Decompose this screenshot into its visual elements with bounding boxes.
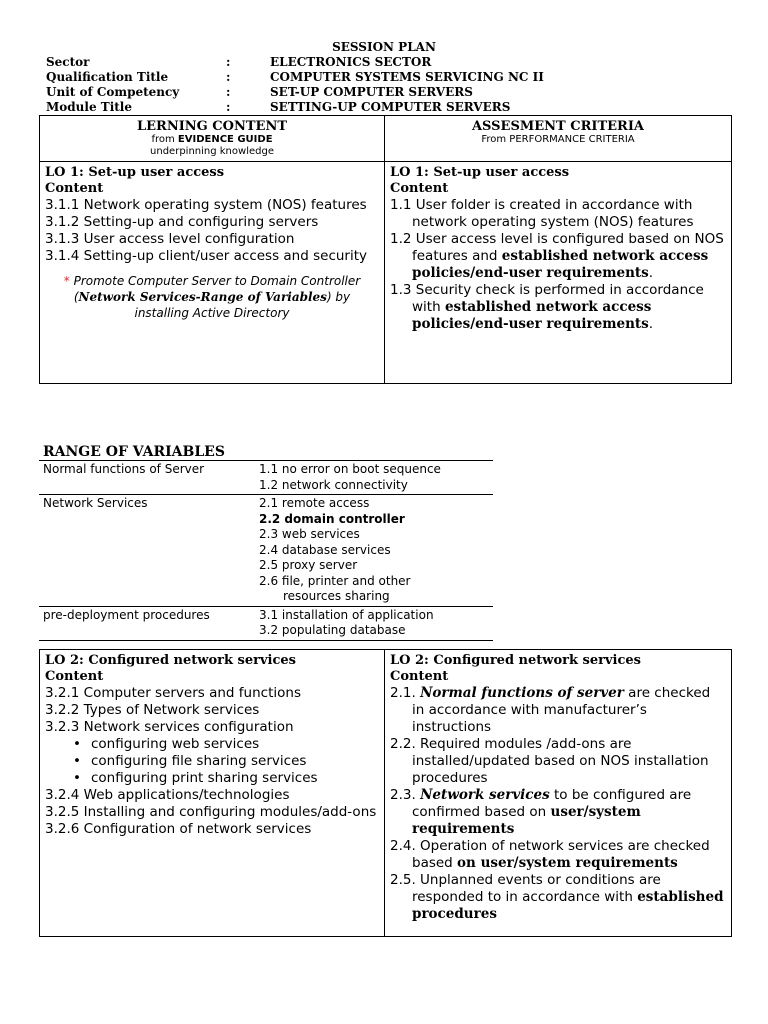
criterion-text: 1.1 User folder is created in accordance with network operating system (NOS) features (390, 197, 694, 230)
range-of-variables-table (39, 460, 493, 641)
list-item: 3.2.4 Web applications/technologies (45, 787, 290, 803)
criterion-text: are checked in accordance with manufacturer’s instructions (412, 685, 711, 735)
content-label: Content (390, 669, 449, 684)
range-item: 2.5 proxy server (259, 558, 358, 572)
bullet-item: • configuring file sharing services (45, 753, 379, 770)
learning-content-sub: underpinning knowledge (150, 146, 274, 157)
range-items (243, 495, 493, 607)
lo1-title: LO 1: Set-up user access (390, 165, 570, 180)
criterion-bold: established procedures (412, 889, 724, 922)
note-bold: Network Services-Range of Variables (78, 290, 327, 304)
learning-content-source (45, 134, 379, 146)
header-label: Qualification Title (46, 70, 169, 84)
learning-content-title: LERNING CONTENT (136, 119, 288, 134)
list-item: 3.1.4 Setting-up client/user access and security (45, 248, 368, 264)
criterion-bold: established network access policies/end-user requirements (412, 248, 709, 281)
criterion-text: 1.2 User access level is configured based on NOS features and (390, 231, 724, 264)
range-item: 1.1 no error on boot sequence (259, 462, 441, 476)
criterion (390, 872, 726, 923)
note-star: * (63, 274, 70, 288)
range-item: 2.3 web services (259, 527, 360, 541)
header-value: SETTING-UP COMPUTER SERVERS (270, 100, 511, 114)
header-colon: : (226, 55, 231, 69)
header-colon: : (226, 100, 231, 114)
criterion-text: to be configured are confirmed based on (412, 787, 692, 820)
page-title: SESSION PLAN (332, 40, 436, 54)
range-item: 1.2 network connectivity (259, 477, 408, 492)
note-text: ) by installing Active Directory (134, 290, 351, 320)
note-text: Promote Computer Server to Domain Controller ( (69, 274, 361, 304)
criterion (390, 736, 726, 787)
header-value: SET-UP COMPUTER SERVERS (270, 85, 473, 99)
range-items (243, 461, 493, 495)
range-item: 2.6 file, printer and other (259, 573, 411, 588)
header-label: Unit of Competency (46, 85, 180, 99)
range-item: 3.1 installation of application (259, 607, 434, 622)
header-label: Module Title (46, 100, 132, 114)
criterion-text: 2.5. Unplanned events or conditions are responded to in accordance with (390, 872, 661, 905)
header-colon: : (226, 85, 231, 99)
list-item: 3.2.2 Types of Network services (45, 702, 260, 718)
criterion-bold: established network access policies/end-user requirements (412, 299, 652, 332)
range-item: 2.2 domain controller (259, 511, 405, 526)
criterion-bold: Normal functions of server (420, 685, 624, 701)
range-items (243, 606, 493, 640)
range-label: Network Services (39, 495, 243, 607)
range-row (39, 495, 493, 607)
list-item: 3.1.2 Setting-up and configuring servers (45, 214, 319, 230)
list-item: 3.2.5 Installing and configuring modules/add-ons (45, 804, 377, 820)
content-label: Content (390, 181, 449, 196)
domain-controller-note (45, 273, 379, 321)
criterion-bold: Network services (420, 787, 550, 803)
range-row (39, 606, 493, 640)
range-item: 3.2 populating database (259, 623, 406, 637)
list-item: 3.2.3 Network services configuration (45, 719, 294, 735)
criterion-text: 2.1. (390, 685, 421, 701)
criterion-text: 2.4. Operation of network services are checked based (390, 838, 710, 871)
criterion-bold: user/system requirements (412, 804, 641, 837)
assessment-criteria-source: From PERFORMANCE CRITERIA (481, 134, 635, 145)
criterion (390, 231, 726, 282)
header-value: ELECTRONICS SECTOR (270, 55, 432, 69)
range-of-variables-title: RANGE OF VARIABLES (43, 444, 225, 460)
range-row (39, 461, 493, 495)
lo2-title: LO 2: Configured network services (390, 653, 641, 668)
list-item: 3.1.1 Network operating system (NOS) features (45, 197, 367, 213)
range-item: 2.4 database services (259, 542, 391, 557)
bullet-item: • configuring web services (45, 736, 379, 753)
range-label: pre-deployment procedures (39, 606, 243, 640)
lo2-title: LO 2: Configured network services (45, 653, 296, 668)
lo1-assessment-criteria (385, 162, 732, 384)
header-label: Sector (46, 55, 90, 69)
list-item: 3.1.3 User access level configuration (45, 231, 295, 247)
assessment-criteria-header (385, 116, 732, 162)
lo1-title: LO 1: Set-up user access (45, 165, 225, 180)
lo1-table (39, 115, 732, 384)
content-label: Content (45, 669, 104, 684)
criterion (390, 787, 726, 838)
list-item: 3.2.1 Computer servers and functions (45, 685, 301, 701)
lo1-learning-content (40, 162, 385, 384)
criterion (390, 197, 726, 231)
criterion-text: 2.3. (390, 787, 421, 803)
learning-content-header (40, 116, 385, 162)
list-item: 3.2.6 Configuration of network services (45, 821, 312, 837)
criterion-text: 1.3 Security check is performed in accordance with (390, 282, 704, 315)
criterion (390, 838, 726, 872)
lo2-assessment-criteria (385, 650, 732, 937)
bullet-item: • configuring print sharing services (45, 770, 379, 787)
range-item: 2.1 remote access (259, 496, 370, 510)
criterion-text: 2.2. Required modules /add-ons are installed/updated based on NOS installation procedures (390, 736, 709, 786)
criterion (390, 685, 726, 736)
header-colon: : (226, 70, 231, 84)
criterion-bold: on user/system requirements (457, 855, 678, 871)
assessment-criteria-title: ASSESMENT CRITERIA (471, 119, 645, 134)
criterion-text: . (648, 265, 654, 281)
source-name: EVIDENCE GUIDE (177, 134, 273, 145)
lo2-table (39, 649, 732, 937)
source-prefix: from (151, 134, 178, 145)
criterion (390, 282, 726, 333)
range-item: resources sharing (283, 589, 390, 603)
content-label: Content (45, 181, 104, 196)
lo2-learning-content (40, 650, 385, 937)
criterion-text: . (648, 316, 654, 332)
header-value: COMPUTER SYSTEMS SERVICING NC II (270, 70, 544, 84)
range-label: Normal functions of Server (39, 461, 243, 495)
